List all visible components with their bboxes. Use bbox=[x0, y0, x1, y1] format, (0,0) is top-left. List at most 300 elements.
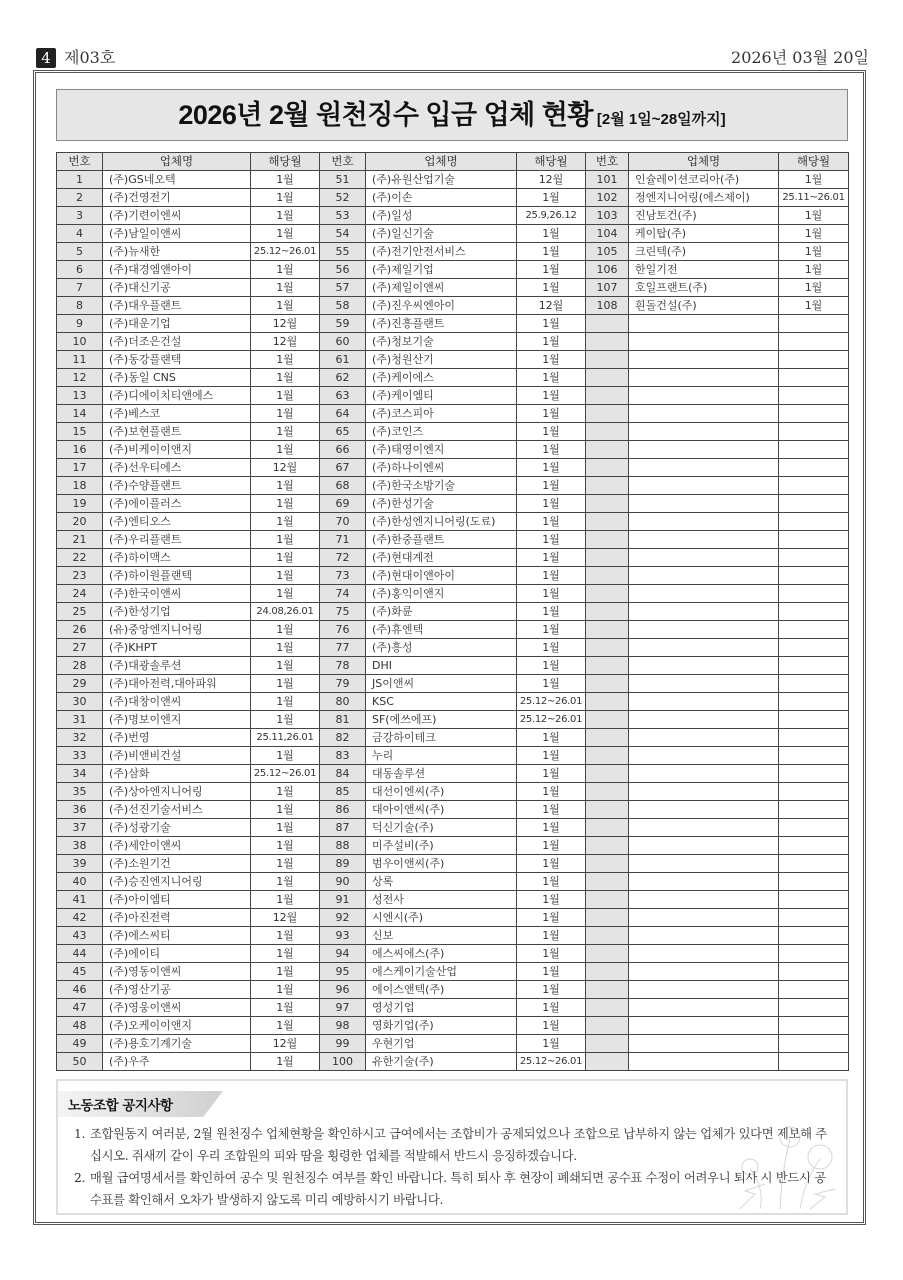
table-row bbox=[320, 927, 586, 945]
row-number: 82 bbox=[320, 729, 366, 747]
payment-month: 1월 bbox=[517, 189, 586, 207]
table-header-row bbox=[57, 153, 320, 171]
payment-month bbox=[779, 531, 849, 549]
company-name bbox=[629, 387, 779, 405]
company-name: (주)홍익이앤지 bbox=[366, 585, 517, 603]
company-name: (주)건영전기 bbox=[103, 189, 251, 207]
table-row bbox=[57, 783, 320, 801]
row-number: 35 bbox=[57, 783, 103, 801]
payment-month bbox=[779, 819, 849, 837]
row-number bbox=[586, 855, 629, 873]
title-banner bbox=[56, 89, 848, 141]
payment-month bbox=[779, 783, 849, 801]
table-row bbox=[586, 639, 849, 657]
payment-month bbox=[779, 837, 849, 855]
row-number: 45 bbox=[57, 963, 103, 981]
row-number bbox=[586, 999, 629, 1017]
row-number: 75 bbox=[320, 603, 366, 621]
company-name: (주)청보기술 bbox=[366, 333, 517, 351]
notice-list bbox=[74, 1123, 832, 1211]
row-number bbox=[586, 837, 629, 855]
table-row bbox=[320, 909, 586, 927]
company-name: 흰돌건설(주) bbox=[629, 297, 779, 315]
table-row bbox=[320, 405, 586, 423]
table-row bbox=[320, 729, 586, 747]
row-number: 72 bbox=[320, 549, 366, 567]
table-row bbox=[320, 765, 586, 783]
payment-month: 1월 bbox=[251, 693, 320, 711]
table-row bbox=[586, 567, 849, 585]
row-number bbox=[586, 369, 629, 387]
row-number bbox=[586, 693, 629, 711]
company-name bbox=[629, 945, 779, 963]
table-row bbox=[57, 711, 320, 729]
row-number: 13 bbox=[57, 387, 103, 405]
company-name: (주)한성엔지니어링(도료) bbox=[366, 513, 517, 531]
company-name: (주)승진엔지니어링 bbox=[103, 873, 251, 891]
company-name: (주)기련이엔씨 bbox=[103, 207, 251, 225]
company-name: (주)현대계전 bbox=[366, 549, 517, 567]
notice-item bbox=[74, 1167, 832, 1211]
row-number bbox=[586, 1035, 629, 1053]
company-name: (주)에이티 bbox=[103, 945, 251, 963]
table-row bbox=[320, 1035, 586, 1053]
row-number: 77 bbox=[320, 639, 366, 657]
payment-month: 25.12~26.01 bbox=[517, 711, 586, 729]
company-name: (주)동일 CNS bbox=[103, 369, 251, 387]
payment-month: 1월 bbox=[251, 279, 320, 297]
row-number: 43 bbox=[57, 927, 103, 945]
company-name: (주)대광솔루션 bbox=[103, 657, 251, 675]
payment-month: 1월 bbox=[517, 369, 586, 387]
company-name: 시엔시(주) bbox=[366, 909, 517, 927]
payment-month: 12월 bbox=[517, 297, 586, 315]
header-company: 업체명 bbox=[103, 153, 251, 171]
row-number: 81 bbox=[320, 711, 366, 729]
row-number bbox=[586, 675, 629, 693]
company-name bbox=[629, 765, 779, 783]
payment-month: 1월 bbox=[517, 333, 586, 351]
row-number: 102 bbox=[586, 189, 629, 207]
payment-month: 1월 bbox=[517, 1035, 586, 1053]
payment-month: 25.9,26.12 bbox=[517, 207, 586, 225]
table-row bbox=[320, 225, 586, 243]
table-row bbox=[320, 531, 586, 549]
row-number bbox=[586, 531, 629, 549]
payment-month: 1월 bbox=[517, 963, 586, 981]
payment-month bbox=[779, 927, 849, 945]
row-number: 10 bbox=[57, 333, 103, 351]
row-number bbox=[586, 801, 629, 819]
payment-month: 1월 bbox=[251, 873, 320, 891]
row-number: 104 bbox=[586, 225, 629, 243]
payment-month bbox=[779, 603, 849, 621]
company-name bbox=[629, 819, 779, 837]
table-row bbox=[320, 963, 586, 981]
company-name bbox=[629, 495, 779, 513]
payment-month bbox=[779, 657, 849, 675]
row-number bbox=[586, 567, 629, 585]
table-row bbox=[320, 495, 586, 513]
row-number: 4 bbox=[57, 225, 103, 243]
table-row bbox=[320, 675, 586, 693]
payment-month: 1월 bbox=[517, 225, 586, 243]
row-number: 48 bbox=[57, 1017, 103, 1035]
company-name: (주)비앤비건설 bbox=[103, 747, 251, 765]
company-name: (주)디에이치티앤에스 bbox=[103, 387, 251, 405]
row-number bbox=[586, 387, 629, 405]
company-name: 진남토건(주) bbox=[629, 207, 779, 225]
row-number: 18 bbox=[57, 477, 103, 495]
company-name: (주)아진전력 bbox=[103, 909, 251, 927]
payment-month bbox=[779, 873, 849, 891]
company-name: 우현기업 bbox=[366, 1035, 517, 1053]
table-row bbox=[586, 405, 849, 423]
payment-month: 25.12~26.01 bbox=[517, 693, 586, 711]
table-row bbox=[57, 567, 320, 585]
row-number: 73 bbox=[320, 567, 366, 585]
table-row bbox=[586, 531, 849, 549]
row-number bbox=[586, 423, 629, 441]
header-number: 번호 bbox=[320, 153, 366, 171]
row-number: 47 bbox=[57, 999, 103, 1017]
table-row bbox=[586, 477, 849, 495]
company-name: (주)성광기술 bbox=[103, 819, 251, 837]
payment-month: 1월 bbox=[779, 261, 849, 279]
table-row bbox=[57, 765, 320, 783]
company-name bbox=[629, 855, 779, 873]
table-row bbox=[586, 747, 849, 765]
table-row bbox=[320, 855, 586, 873]
row-number: 31 bbox=[57, 711, 103, 729]
payment-month: 1월 bbox=[251, 891, 320, 909]
payment-month: 1월 bbox=[517, 819, 586, 837]
table-row bbox=[57, 909, 320, 927]
row-number: 19 bbox=[57, 495, 103, 513]
page-number: 4 bbox=[36, 48, 56, 68]
payment-month bbox=[779, 765, 849, 783]
row-number: 1 bbox=[57, 171, 103, 189]
row-number bbox=[586, 639, 629, 657]
table-row bbox=[320, 369, 586, 387]
company-name bbox=[629, 657, 779, 675]
row-number: 32 bbox=[57, 729, 103, 747]
company-name bbox=[629, 927, 779, 945]
company-name: (주)엔티오스 bbox=[103, 513, 251, 531]
table-row bbox=[586, 171, 849, 189]
row-number bbox=[586, 927, 629, 945]
company-name bbox=[629, 1017, 779, 1035]
table-row bbox=[57, 207, 320, 225]
payment-month: 1월 bbox=[251, 585, 320, 603]
payment-month: 1월 bbox=[251, 297, 320, 315]
payment-month: 1월 bbox=[517, 981, 586, 999]
payment-month: 1월 bbox=[517, 261, 586, 279]
payment-month: 1월 bbox=[251, 837, 320, 855]
company-name: (주)뉴새한 bbox=[103, 243, 251, 261]
payment-month: 1월 bbox=[517, 567, 586, 585]
table-row bbox=[320, 819, 586, 837]
row-number: 34 bbox=[57, 765, 103, 783]
payment-month bbox=[779, 999, 849, 1017]
table-row bbox=[320, 315, 586, 333]
table-row bbox=[320, 207, 586, 225]
table-row bbox=[320, 873, 586, 891]
company-name bbox=[629, 729, 779, 747]
payment-month: 1월 bbox=[251, 783, 320, 801]
table-row bbox=[586, 1017, 849, 1035]
company-name: (주)케이엠티 bbox=[366, 387, 517, 405]
header-company: 업체명 bbox=[366, 153, 517, 171]
row-number: 41 bbox=[57, 891, 103, 909]
payment-month: 1월 bbox=[517, 945, 586, 963]
payment-month: 1월 bbox=[779, 279, 849, 297]
title-period: [2월 1일~28일까지] bbox=[596, 111, 726, 128]
table-row bbox=[586, 261, 849, 279]
table-row bbox=[320, 243, 586, 261]
company-table-1 bbox=[56, 152, 320, 1071]
company-name: 인슐레이션코리아(주) bbox=[629, 171, 779, 189]
row-number: 79 bbox=[320, 675, 366, 693]
row-number bbox=[586, 351, 629, 369]
company-name: (주)케이에스 bbox=[366, 369, 517, 387]
table-row bbox=[320, 441, 586, 459]
table-row bbox=[320, 261, 586, 279]
table-row bbox=[57, 675, 320, 693]
payment-month: 1월 bbox=[251, 675, 320, 693]
payment-month: 1월 bbox=[517, 873, 586, 891]
row-number: 101 bbox=[586, 171, 629, 189]
row-number: 60 bbox=[320, 333, 366, 351]
table-row bbox=[586, 855, 849, 873]
payment-month: 1월 bbox=[251, 981, 320, 999]
payment-month: 1월 bbox=[517, 927, 586, 945]
row-number: 80 bbox=[320, 693, 366, 711]
table-row bbox=[586, 801, 849, 819]
payment-month: 25.12~26.01 bbox=[517, 1053, 586, 1071]
payment-month: 1월 bbox=[517, 675, 586, 693]
table-row bbox=[57, 495, 320, 513]
row-number: 46 bbox=[57, 981, 103, 999]
company-name: (주)대운기업 bbox=[103, 315, 251, 333]
payment-month: 1월 bbox=[251, 963, 320, 981]
table-row bbox=[586, 333, 849, 351]
company-name: KSC bbox=[366, 693, 517, 711]
table-row bbox=[57, 603, 320, 621]
row-number: 71 bbox=[320, 531, 366, 549]
payment-month bbox=[779, 549, 849, 567]
table-row bbox=[57, 801, 320, 819]
table-row bbox=[320, 297, 586, 315]
row-number: 42 bbox=[57, 909, 103, 927]
payment-month: 24.08,26.01 bbox=[251, 603, 320, 621]
payment-month bbox=[779, 909, 849, 927]
company-name bbox=[629, 837, 779, 855]
row-number: 12 bbox=[57, 369, 103, 387]
table-row bbox=[57, 531, 320, 549]
company-name: 덕신기술(주) bbox=[366, 819, 517, 837]
company-name: 대동솔루션 bbox=[366, 765, 517, 783]
payment-month bbox=[779, 1035, 849, 1053]
table-row bbox=[320, 657, 586, 675]
payment-month bbox=[779, 369, 849, 387]
table-row bbox=[57, 729, 320, 747]
payment-month bbox=[779, 639, 849, 657]
payment-month bbox=[779, 891, 849, 909]
row-number: 2 bbox=[57, 189, 103, 207]
company-name: (주)진우씨엔아이 bbox=[366, 297, 517, 315]
table-row bbox=[320, 747, 586, 765]
table-row bbox=[586, 873, 849, 891]
table-row bbox=[57, 261, 320, 279]
table-row bbox=[586, 441, 849, 459]
company-name: (주)흥성 bbox=[366, 639, 517, 657]
row-number: 9 bbox=[57, 315, 103, 333]
row-number: 98 bbox=[320, 1017, 366, 1035]
company-name: (주)영동이앤씨 bbox=[103, 963, 251, 981]
row-number: 39 bbox=[57, 855, 103, 873]
row-number: 90 bbox=[320, 873, 366, 891]
company-name: 범우이앤씨(주) bbox=[366, 855, 517, 873]
notice-item-number: 2. bbox=[74, 1171, 86, 1185]
company-name: (주)한성기술 bbox=[366, 495, 517, 513]
payment-month: 1월 bbox=[517, 783, 586, 801]
row-number: 15 bbox=[57, 423, 103, 441]
payment-month bbox=[779, 675, 849, 693]
table-row bbox=[586, 729, 849, 747]
payment-month: 1월 bbox=[251, 441, 320, 459]
payment-month bbox=[779, 387, 849, 405]
row-number: 106 bbox=[586, 261, 629, 279]
table-row bbox=[57, 747, 320, 765]
row-number: 33 bbox=[57, 747, 103, 765]
payment-month bbox=[779, 1017, 849, 1035]
company-name: (주)대아전력,대아파워 bbox=[103, 675, 251, 693]
row-number: 49 bbox=[57, 1035, 103, 1053]
row-number: 28 bbox=[57, 657, 103, 675]
payment-month: 1월 bbox=[251, 855, 320, 873]
row-number: 25 bbox=[57, 603, 103, 621]
company-name bbox=[629, 909, 779, 927]
payment-month: 1월 bbox=[251, 351, 320, 369]
payment-month: 1월 bbox=[517, 405, 586, 423]
header-number: 번호 bbox=[586, 153, 629, 171]
company-name: (주)KHPT bbox=[103, 639, 251, 657]
payment-month: 1월 bbox=[251, 405, 320, 423]
table-row bbox=[320, 1017, 586, 1035]
company-name: (주)세안이앤씨 bbox=[103, 837, 251, 855]
company-name bbox=[629, 621, 779, 639]
table-row bbox=[57, 459, 320, 477]
company-name bbox=[629, 693, 779, 711]
table-row bbox=[586, 963, 849, 981]
payment-month bbox=[779, 441, 849, 459]
company-name: (주)우리플랜트 bbox=[103, 531, 251, 549]
row-number bbox=[586, 783, 629, 801]
row-number: 94 bbox=[320, 945, 366, 963]
row-number: 29 bbox=[57, 675, 103, 693]
payment-month: 1월 bbox=[251, 513, 320, 531]
company-name: 케이탑(주) bbox=[629, 225, 779, 243]
company-name: (주)일성 bbox=[366, 207, 517, 225]
table-row bbox=[320, 603, 586, 621]
payment-month: 1월 bbox=[251, 207, 320, 225]
row-number: 64 bbox=[320, 405, 366, 423]
table-row bbox=[586, 675, 849, 693]
company-name: 상록 bbox=[366, 873, 517, 891]
table-row bbox=[57, 1017, 320, 1035]
company-name bbox=[629, 891, 779, 909]
table-row bbox=[320, 477, 586, 495]
company-name bbox=[629, 873, 779, 891]
row-number bbox=[586, 585, 629, 603]
payment-month: 12월 bbox=[251, 333, 320, 351]
table-row bbox=[586, 243, 849, 261]
issue-date: 2026년 03월 20일 bbox=[731, 48, 869, 67]
company-name: (주)태영이엔지 bbox=[366, 441, 517, 459]
payment-month bbox=[779, 405, 849, 423]
row-number: 70 bbox=[320, 513, 366, 531]
row-number: 51 bbox=[320, 171, 366, 189]
payment-month bbox=[779, 567, 849, 585]
header-company: 업체명 bbox=[629, 153, 779, 171]
row-number: 6 bbox=[57, 261, 103, 279]
row-number: 84 bbox=[320, 765, 366, 783]
row-number bbox=[586, 873, 629, 891]
company-name: (주)상아엔지니어링 bbox=[103, 783, 251, 801]
company-name bbox=[629, 711, 779, 729]
company-name: (주)수양플랜트 bbox=[103, 477, 251, 495]
company-name: 미주설비(주) bbox=[366, 837, 517, 855]
table-row bbox=[57, 927, 320, 945]
row-number: 100 bbox=[320, 1053, 366, 1071]
company-name: (주)에스씨티 bbox=[103, 927, 251, 945]
table-row bbox=[586, 999, 849, 1017]
row-number: 97 bbox=[320, 999, 366, 1017]
header-number: 번호 bbox=[57, 153, 103, 171]
table-row bbox=[57, 279, 320, 297]
payment-month: 1월 bbox=[517, 423, 586, 441]
table-row bbox=[320, 549, 586, 567]
row-number: 53 bbox=[320, 207, 366, 225]
table-row bbox=[586, 621, 849, 639]
row-number: 55 bbox=[320, 243, 366, 261]
payment-month: 1월 bbox=[517, 243, 586, 261]
company-name: (주)베스코 bbox=[103, 405, 251, 423]
table-row bbox=[586, 981, 849, 999]
table-header-row bbox=[586, 153, 849, 171]
row-number: 61 bbox=[320, 351, 366, 369]
table-header-row bbox=[320, 153, 586, 171]
payment-month: 25.11~26.01 bbox=[779, 189, 849, 207]
row-number: 7 bbox=[57, 279, 103, 297]
table-row bbox=[586, 207, 849, 225]
payment-month: 1월 bbox=[517, 909, 586, 927]
payment-month: 1월 bbox=[517, 765, 586, 783]
header-month: 해당월 bbox=[517, 153, 586, 171]
table-row bbox=[320, 567, 586, 585]
company-name: (주)대창이앤씨 bbox=[103, 693, 251, 711]
company-name: 에스케이기술산업 bbox=[366, 963, 517, 981]
table-row bbox=[57, 873, 320, 891]
row-number: 16 bbox=[57, 441, 103, 459]
company-name: 대아이앤씨(주) bbox=[366, 801, 517, 819]
payment-month: 1월 bbox=[251, 657, 320, 675]
payment-month: 1월 bbox=[251, 567, 320, 585]
notice-item-text: 조합원동지 여러분, 2월 원천징수 업체현황을 확인하시고 급여에서는 조합비가 공제되었으나 조합으로 납부하지 않는 업체가 있다면 제보해 주십시오. 쥐새끼 같이 우리 조합원의 피와 땀을 횡령한 업체를 적발해서 반드시 응징하겠습니다. bbox=[90, 1127, 827, 1163]
table-row bbox=[320, 585, 586, 603]
table-row bbox=[320, 387, 586, 405]
